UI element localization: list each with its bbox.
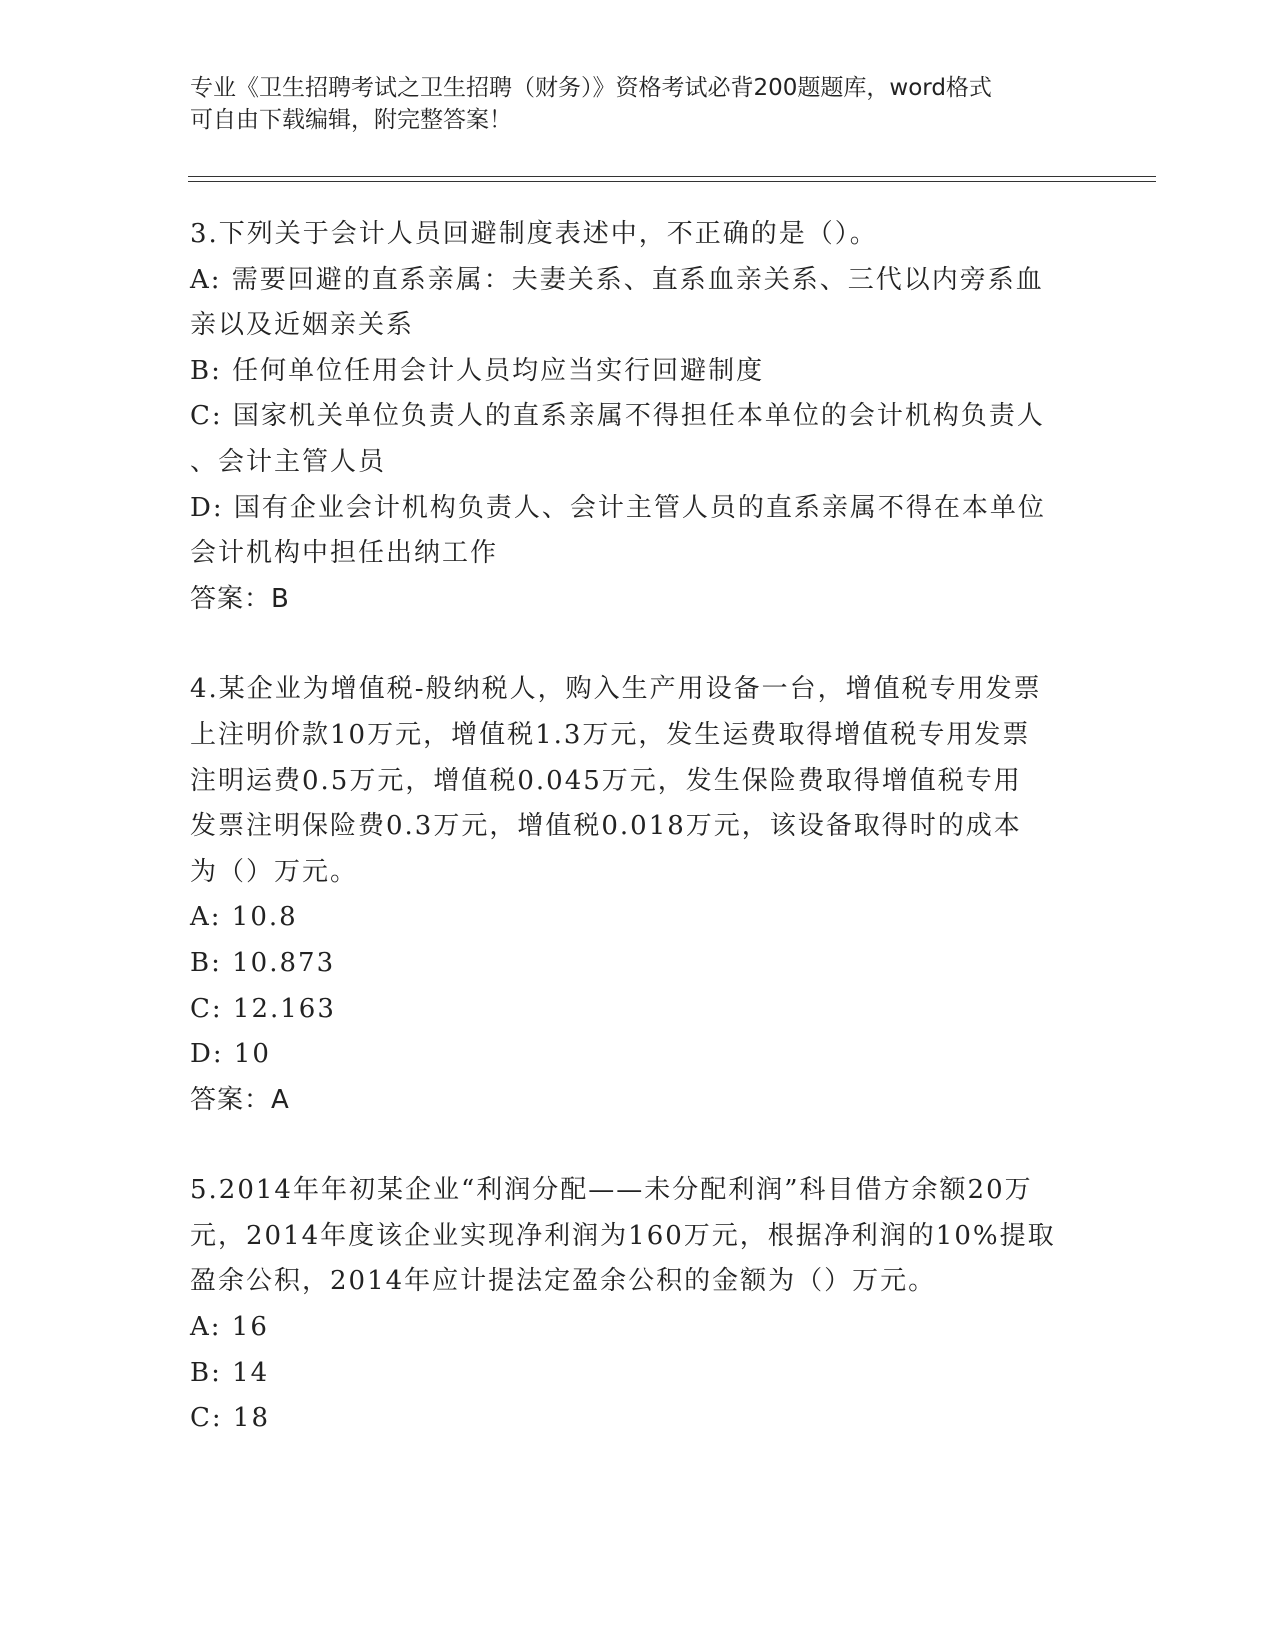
question-4-option-a: A: 10.8: [190, 902, 298, 933]
question-list: [190, 212, 1090, 1442]
question-3-line-1: 3.下列关于会计人员回避制度表述中，不正确的是（）。: [190, 219, 878, 249]
question-3-option-c-line-2: 、会计主管人员: [190, 446, 387, 477]
question-4-line-4: 发票注明保险费0.3万元，增值税0.018万元，该设备取得时的成本: [190, 811, 1022, 842]
question-4-line-5: 为（）万元。: [190, 856, 359, 887]
question-5: [190, 1168, 1090, 1442]
question-4-option-d: D: 10: [190, 1039, 271, 1070]
question-4-line-2: 上注明价款10万元，增值税1.3万元，发生运费取得增值税专用发票: [190, 719, 1031, 750]
question-4-option-b: B: 10.873: [190, 947, 336, 978]
question-3-option-a-line-1: A: 需要回避的直系亲属：夫妻关系、直系血亲关系、三代以内旁系血: [190, 264, 1044, 295]
question-3-option-b: B: 任何单位任用会计人员均应当实行回避制度: [190, 355, 765, 386]
question-3-answer: 答案：B: [190, 583, 290, 614]
question-5-option-a: A: 16: [190, 1312, 269, 1343]
spacer: [190, 622, 1090, 667]
question-5-option-c: C: 18: [190, 1403, 271, 1434]
question-4-answer: 答案：A: [190, 1084, 290, 1115]
question-3: [190, 212, 1090, 622]
question-3-option-d-line-2: 会计机构中担任出纳工作: [190, 538, 499, 569]
question-3-option-d-line-1: D: 国有企业会计机构负责人、会计主管人员的直系亲属不得在本单位: [190, 492, 1046, 523]
header-divider-bottom: [188, 181, 1156, 182]
header-line-1: 专业《卫生招聘考试之卫生招聘（财务）》资格考试必背200题题库，word格式: [190, 75, 992, 101]
header-line-2: 可自由下载编辑，附完整答案！: [190, 107, 512, 133]
question-5-line-2: 元，2014年度该企业实现净利润为160万元，根据净利润的10%提取: [190, 1220, 1056, 1251]
question-4-line-3: 注明运费0.5万元，增值税0.045万元，发生保险费取得增值税专用: [190, 765, 1022, 796]
question-4-line-1: 4.某企业为增值税-般纳税人，购入生产用设备一台，增值税专用发票: [190, 674, 1042, 705]
question-5-option-b: B: 14: [190, 1357, 270, 1388]
spacer: [190, 1123, 1090, 1168]
question-4: [190, 667, 1090, 1123]
question-3-option-c-line-1: C: 国家机关单位负责人的直系亲属不得担任本单位的会计机构负责人: [190, 401, 1045, 432]
question-5-line-1: 5.2014年年初某企业“利润分配——未分配利润”科目借方余额20万: [190, 1175, 1033, 1206]
question-4-option-c: C: 12.163: [190, 993, 336, 1024]
question-5-line-3: 盈余公积，2014年应计提法定盈余公积的金额为（）万元。: [190, 1266, 937, 1297]
header-divider-top: [188, 176, 1156, 177]
document-header: [190, 72, 1090, 136]
question-3-option-a-line-2: 亲以及近姻亲关系: [190, 310, 415, 341]
